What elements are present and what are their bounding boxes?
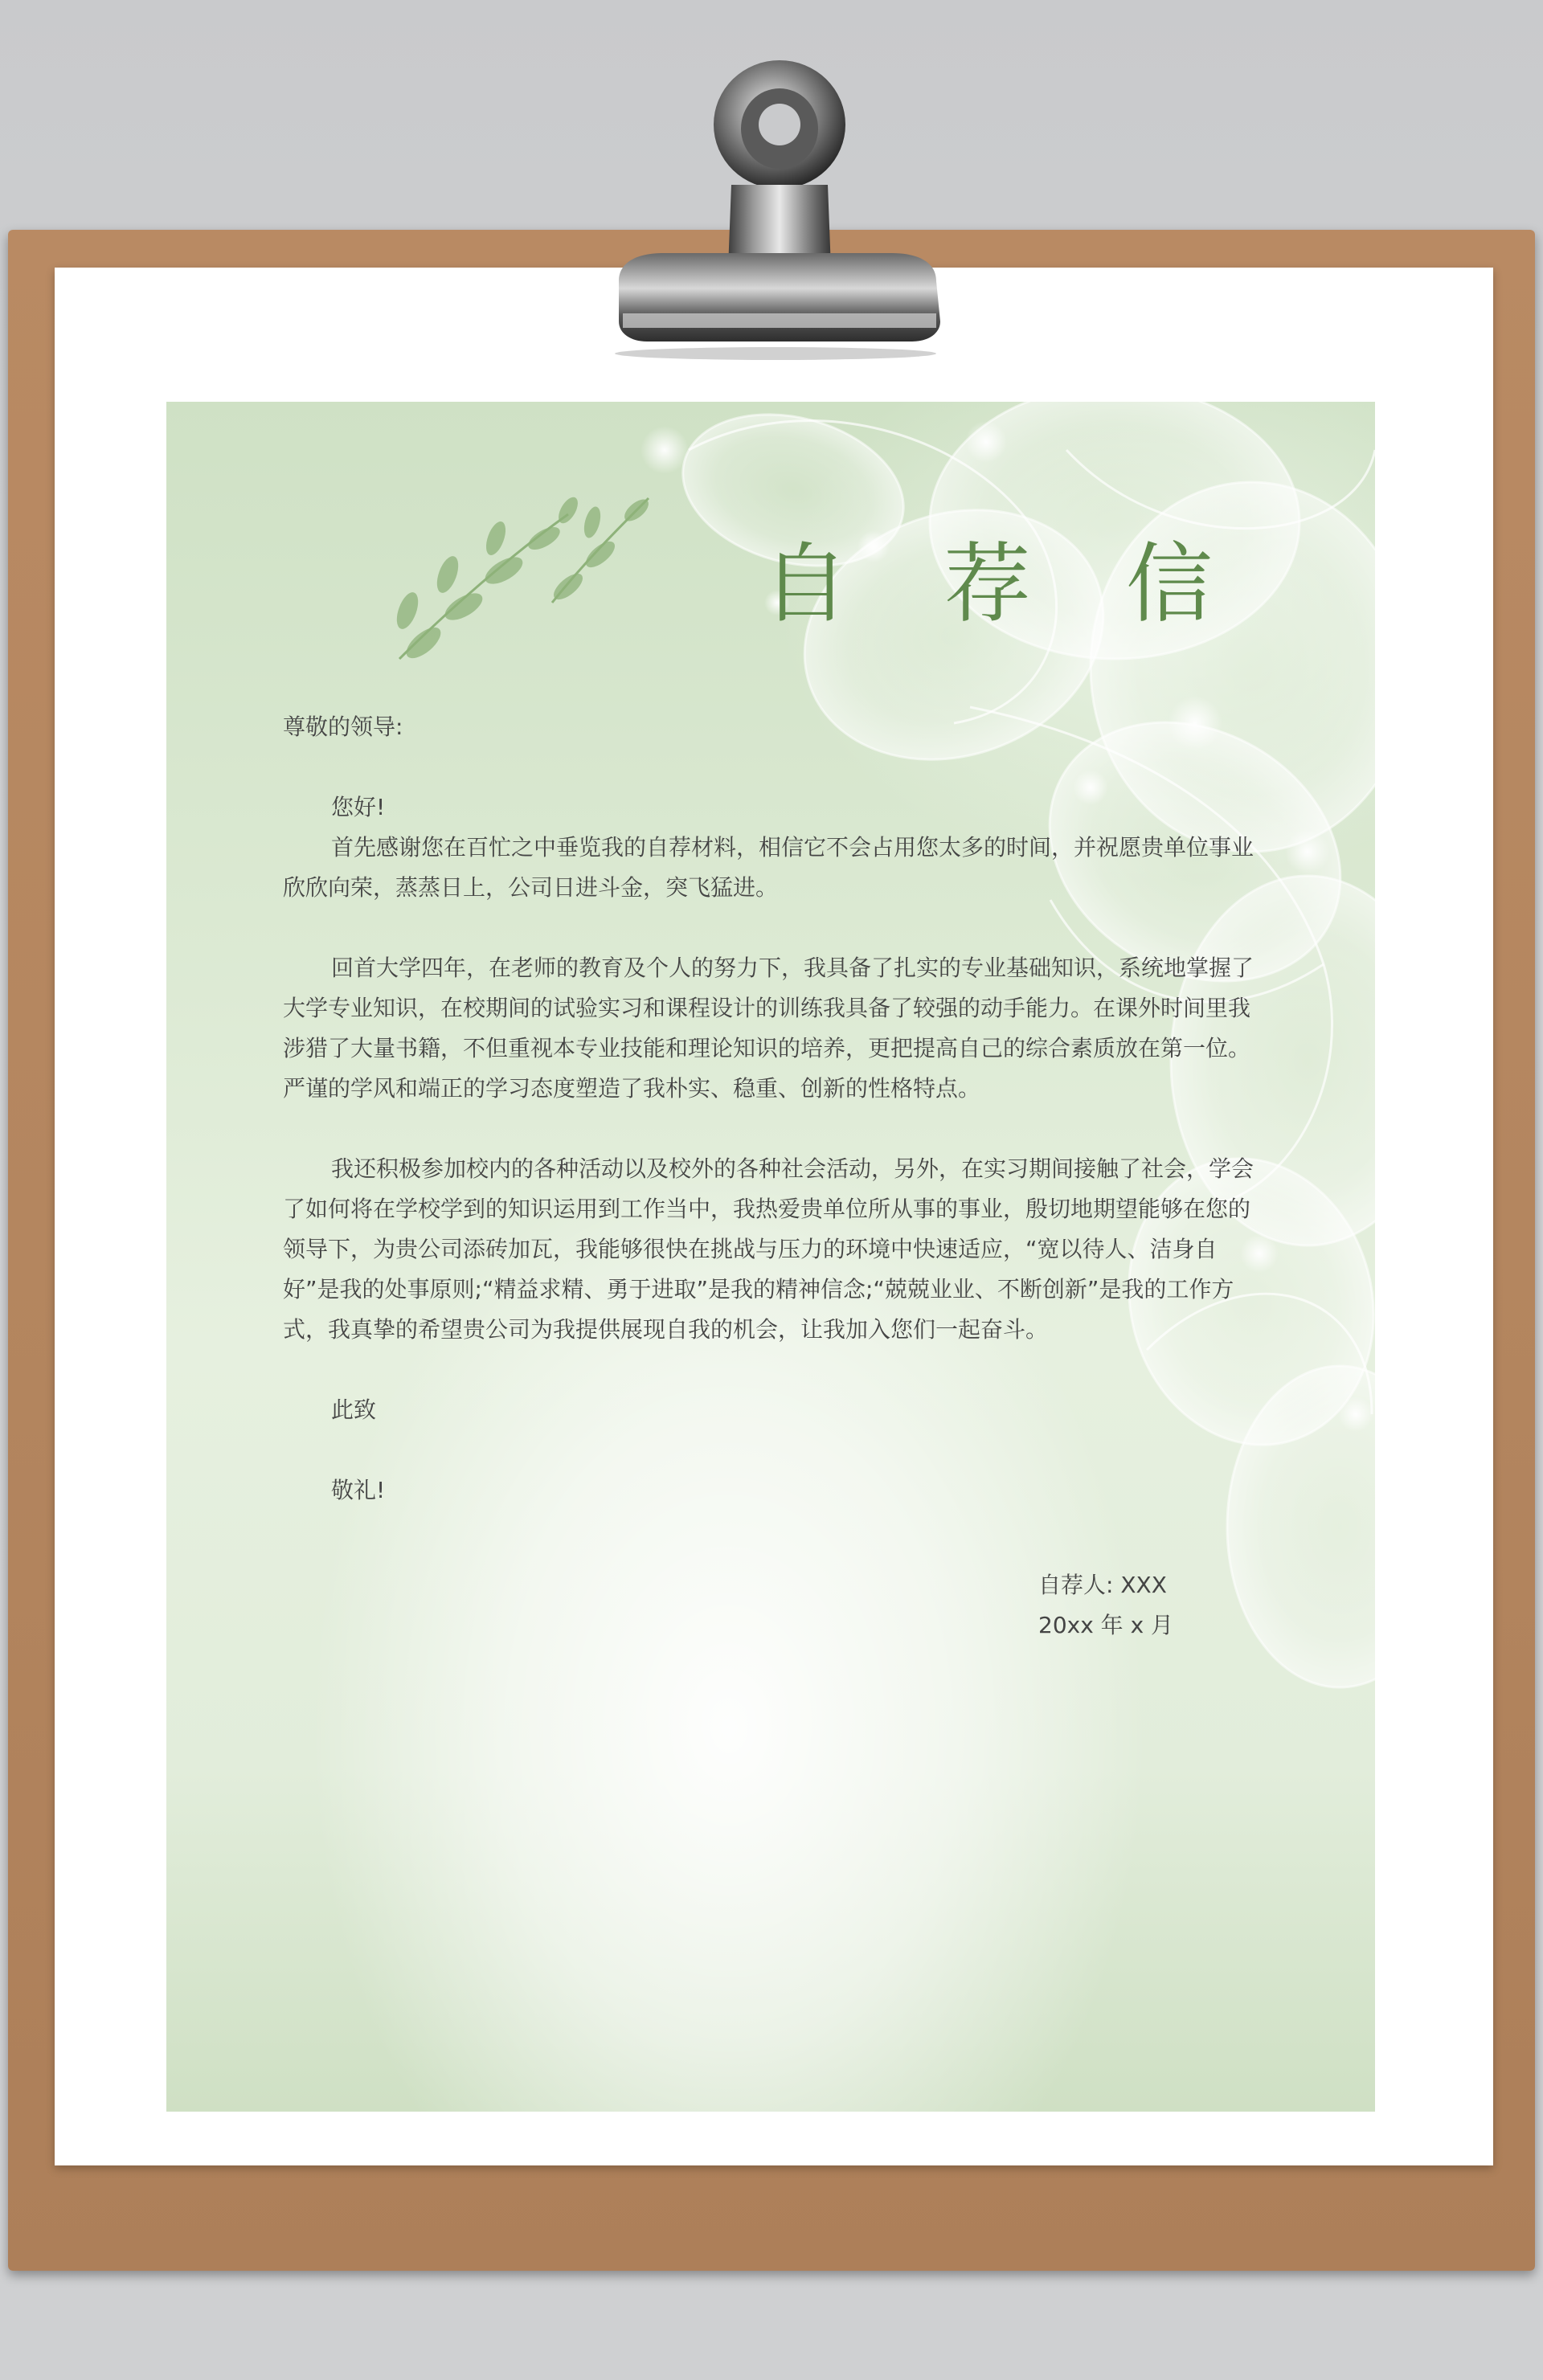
signature-block bbox=[1038, 1565, 1173, 1646]
paragraph-2: 回首大学四年，在老师的教育及个人的努力下，我具备了扎实的专业基础知识，系统地掌握了大学专业知识，在校期间的试验实习和课程设计的训练我具备了较强的动手能力。在课外时间里我涉猎了大量书籍，不但重视本专业技能和理论知识的培养，更把提高自己的综合素质放在第一位。严谨的学风和端正的学习态度塑造了我朴实、稳重、创新的性格特点。 bbox=[283, 955, 1254, 1102]
paragraph-1: 首先感谢您在百忙之中垂览我的自荐材料，相信它不会占用您太多的时间，并祝愿贵单位事业欣欣向荣，蒸蒸日上，公司日进斗金，突飞猛进。 bbox=[283, 834, 1254, 901]
date: 20xx 年 x 月 bbox=[1038, 1612, 1174, 1638]
letter-title: 自 荐 信 bbox=[762, 534, 1246, 635]
signature: 自荐人: XXX bbox=[1038, 1572, 1167, 1598]
greeting: 您好! bbox=[331, 794, 386, 820]
closing-line-2: 敬礼! bbox=[331, 1477, 386, 1503]
salutation: 尊敬的领导: bbox=[283, 714, 403, 740]
closing-line-1: 此致 bbox=[331, 1397, 377, 1423]
binder-clip-icon bbox=[575, 48, 952, 362]
leaf-sprig-icon bbox=[392, 494, 652, 664]
letterhead bbox=[166, 402, 1375, 2112]
paragraph-3: 我还积极参加校内的各种活动以及校外的各种社会活动，另外，在实习期间接触了社会，学会了如何将在学校学到的知识运用到工作当中，我热爱贵单位所从事的事业，殷切地期望能够在您的领导下，为贵公司添砖加瓦，我能够很快在挑战与压力的环境中快速适应，“宽以待人、洁身自好”是我的处事原则;“精益求精、勇于进取”是我的精神信念;“兢兢业业、不断创新”是我的工作方式，我真挚的希望贵公司为我提供展现自我的机会，让我加入您们一起奋斗。 bbox=[283, 1155, 1254, 1343]
letter-body bbox=[283, 707, 1259, 1511]
